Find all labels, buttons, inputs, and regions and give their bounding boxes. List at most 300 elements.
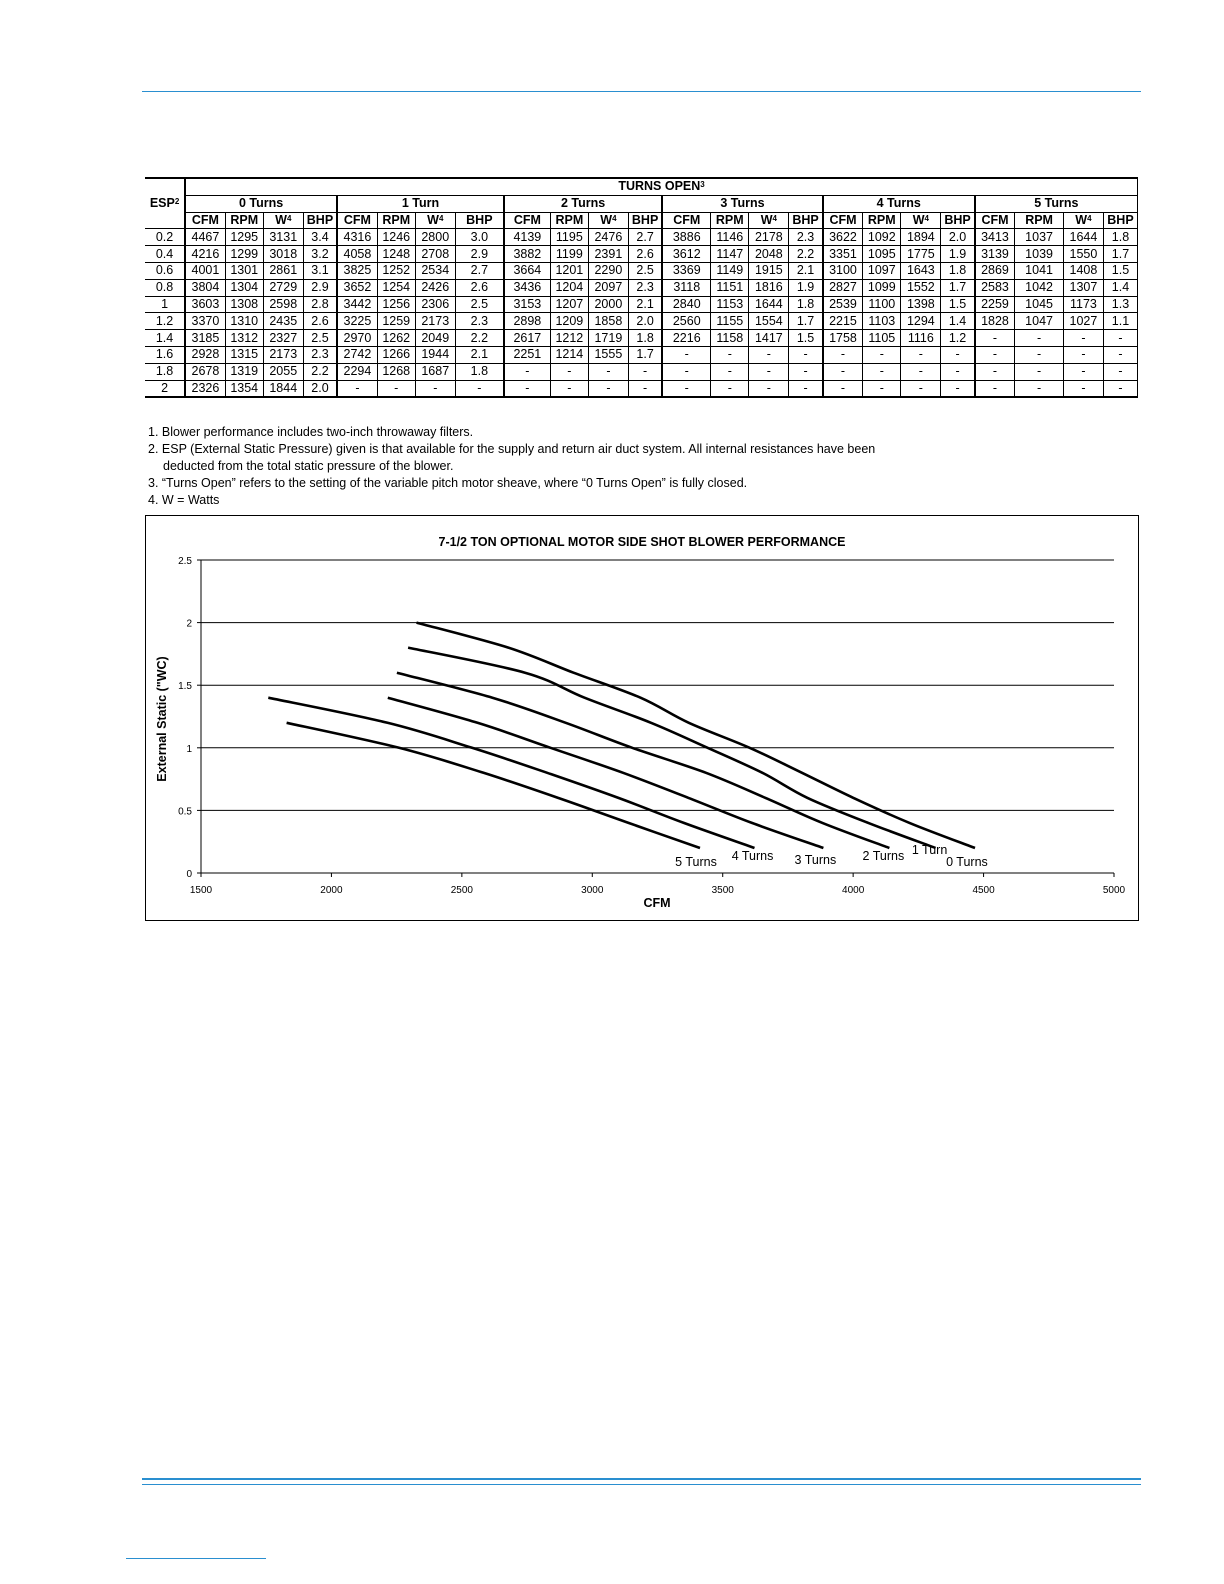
table-cell: 1209 [550,313,588,330]
table-row [145,296,1138,313]
esp-value: 1.2 [145,313,185,330]
table-cell: 2840 [662,296,711,313]
table-cell: 1153 [711,296,749,313]
table-cell: 2861 [263,262,303,279]
table-cell: - [789,363,823,380]
table-cell: 1294 [901,313,941,330]
table-cell: 1047 [1015,313,1064,330]
group-header-4: 4 Turns [823,195,975,212]
table-cell: 1207 [550,296,588,313]
table-cell: - [1015,330,1064,347]
table-cell: 1.5 [789,330,823,347]
table-cell: 3153 [504,296,550,313]
table-cell: 2598 [263,296,303,313]
table-cell: 2.5 [455,296,504,313]
table-cell: 1147 [711,246,749,263]
table-cell: 1149 [711,262,749,279]
table-cell: - [901,363,941,380]
table-cell: 3370 [185,313,225,330]
x-tick-label: 2500 [450,885,473,896]
table-cell: 2583 [975,279,1015,296]
table-cell: 2048 [749,246,789,263]
table-cell: 3100 [823,262,863,279]
table-cell: - [823,363,863,380]
table-cell: 2259 [975,296,1015,313]
table-cell: - [749,363,789,380]
table-cell: - [941,346,975,363]
table-cell: 3369 [662,262,711,279]
table-cell: 1204 [550,279,588,296]
table-cell: 2.9 [303,279,337,296]
table-cell: 1.8 [455,363,504,380]
table-cell: 1099 [863,279,901,296]
table-cell: 1643 [901,262,941,279]
table-cell: 2391 [588,246,628,263]
table-cell: 2.0 [941,229,975,246]
esp-value: 0.8 [145,279,185,296]
table-cell: 1.8 [789,296,823,313]
table-cell: - [1063,363,1103,380]
table-cell: 2.8 [303,296,337,313]
table-cell: 2173 [415,313,455,330]
table-cell: 1312 [225,330,263,347]
table-cell: - [975,330,1015,347]
table-row [145,330,1138,347]
table-cell: 3018 [263,246,303,263]
table-cell: 1158 [711,330,749,347]
table-cell: 1045 [1015,296,1064,313]
subheader-rpm: RPM [377,212,415,229]
table-cell: 1301 [225,262,263,279]
series-line-5-turns [287,723,700,848]
table-header-row-groups [145,195,1138,212]
table-cell: 3351 [823,246,863,263]
table-cell: 2326 [185,380,225,397]
table-cell: 1.5 [941,296,975,313]
table-cell: - [588,363,628,380]
table-cell: - [415,380,455,397]
subheader-w: $W^4$ [1063,212,1103,229]
table-cell: 1319 [225,363,263,380]
table-cell: - [1063,330,1103,347]
chart-title: 7-1/2 TON OPTIONAL MOTOR SIDE SHOT BLOWER PERFORMANCE [438,535,846,549]
table-cell: 3.2 [303,246,337,263]
esp-value: 1 [145,296,185,313]
table-cell: - [662,363,711,380]
table-cell: - [1103,380,1137,397]
esp-header: ESP$^2$ [145,178,185,229]
table-cell: 4467 [185,229,225,246]
y-axis-label: External Static ("WC) [155,656,169,782]
subheader-cfm: CFM [975,212,1015,229]
table-cell: - [377,380,415,397]
table-cell: - [823,346,863,363]
table-cell: 2251 [504,346,550,363]
note-2: 2. ESP (External Static Pressure) given is that available for the supply and return air duct system. All internal resistances have been [148,442,876,456]
table-cell: 1.8 [628,330,662,347]
table-cell: 2.5 [628,262,662,279]
subheader-rpm: RPM [225,212,263,229]
subheader-cfm: CFM [185,212,225,229]
table-cell: 2097 [588,279,628,296]
table-cell: - [823,380,863,397]
table-cell: 1155 [711,313,749,330]
table-cell: 3882 [504,246,550,263]
esp-value: 0.4 [145,246,185,263]
table-cell: 2.6 [455,279,504,296]
table-cell: 2898 [504,313,550,330]
table-cell: 2742 [337,346,377,363]
table-cell: 2708 [415,246,455,263]
table-cell: - [789,346,823,363]
table-cell: 2928 [185,346,225,363]
table-cell: 1310 [225,313,263,330]
table-cell: 3612 [662,246,711,263]
table-cell: 3622 [823,229,863,246]
subheader-rpm: RPM [863,212,901,229]
table-cell: 2678 [185,363,225,380]
table-cell: 2435 [263,313,303,330]
table-cell: 1100 [863,296,901,313]
table-cell: 1.7 [789,313,823,330]
table-cell: 1816 [749,279,789,296]
table-cell: 1.5 [1103,262,1137,279]
table-cell: 3185 [185,330,225,347]
table-cell: - [550,363,588,380]
table-cell: 2.3 [789,229,823,246]
turns-open-header: TURNS OPEN$^3$ [185,178,1137,195]
table-header-row-turns [145,178,1138,195]
y-tick-label: 0 [186,869,192,880]
table-cell: 2426 [415,279,455,296]
table-cell: - [455,380,504,397]
table-cell: - [711,346,749,363]
subheader-cfm: CFM [662,212,711,229]
table-cell: 1041 [1015,262,1064,279]
subheader-w: $W^4$ [749,212,789,229]
y-tick-label: 0.5 [178,806,192,818]
table-cell: 2729 [263,279,303,296]
table-cell: 3225 [337,313,377,330]
series-line-3-turns [388,698,824,848]
table-cell: 3.0 [455,229,504,246]
table-cell: 1944 [415,346,455,363]
table-cell: 3664 [504,262,550,279]
table-cell: 1266 [377,346,415,363]
table-cell: 1354 [225,380,263,397]
y-tick-label: 2.5 [178,556,192,567]
table-cell: 2.3 [628,279,662,296]
table-cell: 2327 [263,330,303,347]
table-cell: - [1063,346,1103,363]
y-tick-label: 2 [186,618,192,630]
table-cell: 1151 [711,279,749,296]
table-cell: - [628,380,662,397]
table-cell: - [1015,380,1064,397]
subheader-w: $W^4$ [901,212,941,229]
table-cell: - [749,380,789,397]
table-cell: 1.4 [1103,279,1137,296]
subheader-w: $W^4$ [263,212,303,229]
table-cell: 3131 [263,229,303,246]
table-cell: 1199 [550,246,588,263]
table-cell: 2534 [415,262,455,279]
table-cell: 4001 [185,262,225,279]
table-cell: 4216 [185,246,225,263]
y-tick-label: 1.5 [178,681,192,693]
table-cell: 1256 [377,296,415,313]
table-cell: 1758 [823,330,863,347]
table-cell: 2.1 [455,346,504,363]
subheader-bhp: BHP [303,212,337,229]
table-cell: 1.4 [941,313,975,330]
series-label: 0 Turns [946,854,988,869]
table-cell: - [662,346,711,363]
table-cell: 3118 [662,279,711,296]
table-cell: 1915 [749,262,789,279]
x-tick-label: 5000 [1102,885,1126,896]
note-4: 4. W = Watts [148,493,220,507]
table-cell: - [1103,363,1137,380]
table-cell: 2.1 [628,296,662,313]
table-cell: 2.2 [303,363,337,380]
note-3: 3. “Turns Open” refers to the setting of the variable pitch motor sheave, where “0 Turns Open” is fully closed. [148,476,748,490]
table-cell: 4316 [337,229,377,246]
esp-value: 2 [145,380,185,397]
table-cell: 2216 [662,330,711,347]
table-cell: 2.0 [628,313,662,330]
table-cell: 2.6 [628,246,662,263]
table-cell: 3.1 [303,262,337,279]
table-cell: 2.1 [789,262,823,279]
table-cell: 1.2 [941,330,975,347]
footer-rule-top [142,1478,1141,1480]
table-cell: 1687 [415,363,455,380]
table-cell: - [504,380,550,397]
table-cell: 2.6 [303,313,337,330]
table-cell: 2173 [263,346,303,363]
footer-short-rule [126,1558,266,1559]
table-cell: 2178 [749,229,789,246]
table-cell: 1.3 [1103,296,1137,313]
table-cell: 1408 [1063,262,1103,279]
table-cell: - [711,380,749,397]
table-cell: 2800 [415,229,455,246]
table-cell: 3825 [337,262,377,279]
table-cell: 2.2 [789,246,823,263]
table-cell: 1644 [1063,229,1103,246]
table-row [145,346,1138,363]
table-cell: 1644 [749,296,789,313]
table-cell: 1844 [263,380,303,397]
subheader-bhp: BHP [455,212,504,229]
subheader-rpm: RPM [550,212,588,229]
esp-value: 1.8 [145,363,185,380]
table-cell: 4058 [337,246,377,263]
table-cell: - [975,380,1015,397]
x-tick-label: 3000 [581,885,604,896]
note-2-continued: deducted from the total static pressure of the blower. [163,459,454,473]
group-header-2: 2 Turns [504,195,662,212]
table-cell: 1037 [1015,229,1064,246]
table-cell: 1552 [901,279,941,296]
table-cell: 2560 [662,313,711,330]
table-cell: 1555 [588,346,628,363]
table-cell: 3413 [975,229,1015,246]
series-label: 1 Turn [911,842,948,857]
table-cell: 1254 [377,279,415,296]
table-cell: 3804 [185,279,225,296]
table-cell: 2294 [337,363,377,380]
table-cell: - [337,380,377,397]
table-cell: 2617 [504,330,550,347]
table-cell: 1554 [749,313,789,330]
table-cell: 2.7 [628,229,662,246]
series-label: 3 Turns [794,852,837,867]
table-cell: 1.7 [628,346,662,363]
table-row [145,363,1138,380]
table-cell: 1550 [1063,246,1103,263]
series-line-0-turns [417,623,976,848]
table-cell: 2306 [415,296,455,313]
subheader-w: $W^4$ [415,212,455,229]
subheader-bhp: BHP [941,212,975,229]
table-cell: 1.1 [1103,313,1137,330]
table-cell: 2476 [588,229,628,246]
table-cell: - [975,363,1015,380]
table-row [145,229,1138,246]
note-1: 1. Blower performance includes two-inch throwaway filters. [148,425,474,439]
table-cell: 3442 [337,296,377,313]
table-cell: - [749,346,789,363]
table-cell: 1398 [901,296,941,313]
table-cell: 1.7 [941,279,975,296]
table-cell: 2827 [823,279,863,296]
table-cell: 1214 [550,346,588,363]
series-label: 5 Turns [675,854,717,869]
table-cell: 2055 [263,363,303,380]
series-label: 4 Turns [731,848,774,863]
table-row [145,380,1138,397]
table-cell: - [1103,330,1137,347]
table-cell: 1.8 [941,262,975,279]
table-cell: 2.7 [455,262,504,279]
subheader-cfm: CFM [823,212,863,229]
table-cell: 2.3 [303,346,337,363]
group-header-1: 1 Turn [337,195,504,212]
subheader-bhp: BHP [1103,212,1137,229]
table-cell: 1201 [550,262,588,279]
table-cell: 1116 [901,330,941,347]
subheader-bhp: BHP [789,212,823,229]
table-cell: 3603 [185,296,225,313]
table-cell: 2290 [588,262,628,279]
table-cell: 1173 [1063,296,1103,313]
x-tick-label: 3500 [711,885,734,896]
table-cell: 2539 [823,296,863,313]
table-cell: 1259 [377,313,415,330]
x-tick-label: 4500 [972,885,995,896]
table-cell: 1304 [225,279,263,296]
table-cell: 1103 [863,313,901,330]
table-cell: - [863,363,901,380]
table-cell: - [941,380,975,397]
table-cell: 3886 [662,229,711,246]
table-cell: 1894 [901,229,941,246]
table-cell: 1042 [1015,279,1064,296]
table-cell: 1092 [863,229,901,246]
table-cell: 1295 [225,229,263,246]
group-header-3: 3 Turns [662,195,822,212]
y-tick-label: 1 [186,743,192,755]
table-cell: 1097 [863,262,901,279]
table-cell: 1146 [711,229,749,246]
table-cell: 1.9 [789,279,823,296]
table-row [145,262,1138,279]
table-cell: 2.2 [455,330,504,347]
table-cell: - [550,380,588,397]
table-cell: 3.4 [303,229,337,246]
x-axis-label: CFM [643,896,671,910]
table-cell: - [662,380,711,397]
table-cell: 1248 [377,246,415,263]
table-notes [148,424,875,509]
subheader-rpm: RPM [711,212,749,229]
table-cell: 1.8 [1103,229,1137,246]
table-header-row-subheaders [145,212,1138,229]
table-cell: 1262 [377,330,415,347]
series-label: 2 Turns [862,848,905,863]
blower-performance-table [145,177,1138,398]
table-row [145,279,1138,296]
subheader-w: $W^4$ [588,212,628,229]
table-cell: 2.5 [303,330,337,347]
table-cell: 4139 [504,229,550,246]
table-cell: - [628,363,662,380]
table-cell: - [1063,380,1103,397]
table-cell: 1246 [377,229,415,246]
subheader-rpm: RPM [1015,212,1064,229]
table-cell: 1268 [377,363,415,380]
table-cell: 1212 [550,330,588,347]
table-cell: - [941,363,975,380]
table-cell: 1307 [1063,279,1103,296]
table-cell: 1027 [1063,313,1103,330]
table-cell: 1315 [225,346,263,363]
table-cell: 1719 [588,330,628,347]
table-cell: 1417 [749,330,789,347]
esp-value: 0.6 [145,262,185,279]
table-cell: 2049 [415,330,455,347]
table-cell: 3436 [504,279,550,296]
table-cell: 2970 [337,330,377,347]
footer-rule-bottom [142,1484,1141,1485]
subheader-cfm: CFM [337,212,377,229]
table-cell: - [588,380,628,397]
table-cell: - [1015,363,1064,380]
table-cell: - [789,380,823,397]
table-cell: 1299 [225,246,263,263]
table-cell: 2869 [975,262,1015,279]
table-cell: 1.7 [1103,246,1137,263]
esp-value: 1.4 [145,330,185,347]
table-row [145,246,1138,263]
table-cell: 1.9 [941,246,975,263]
x-tick-label: 1500 [189,885,213,896]
table-cell: 2000 [588,296,628,313]
table-cell: - [504,363,550,380]
table-cell: 1095 [863,246,901,263]
